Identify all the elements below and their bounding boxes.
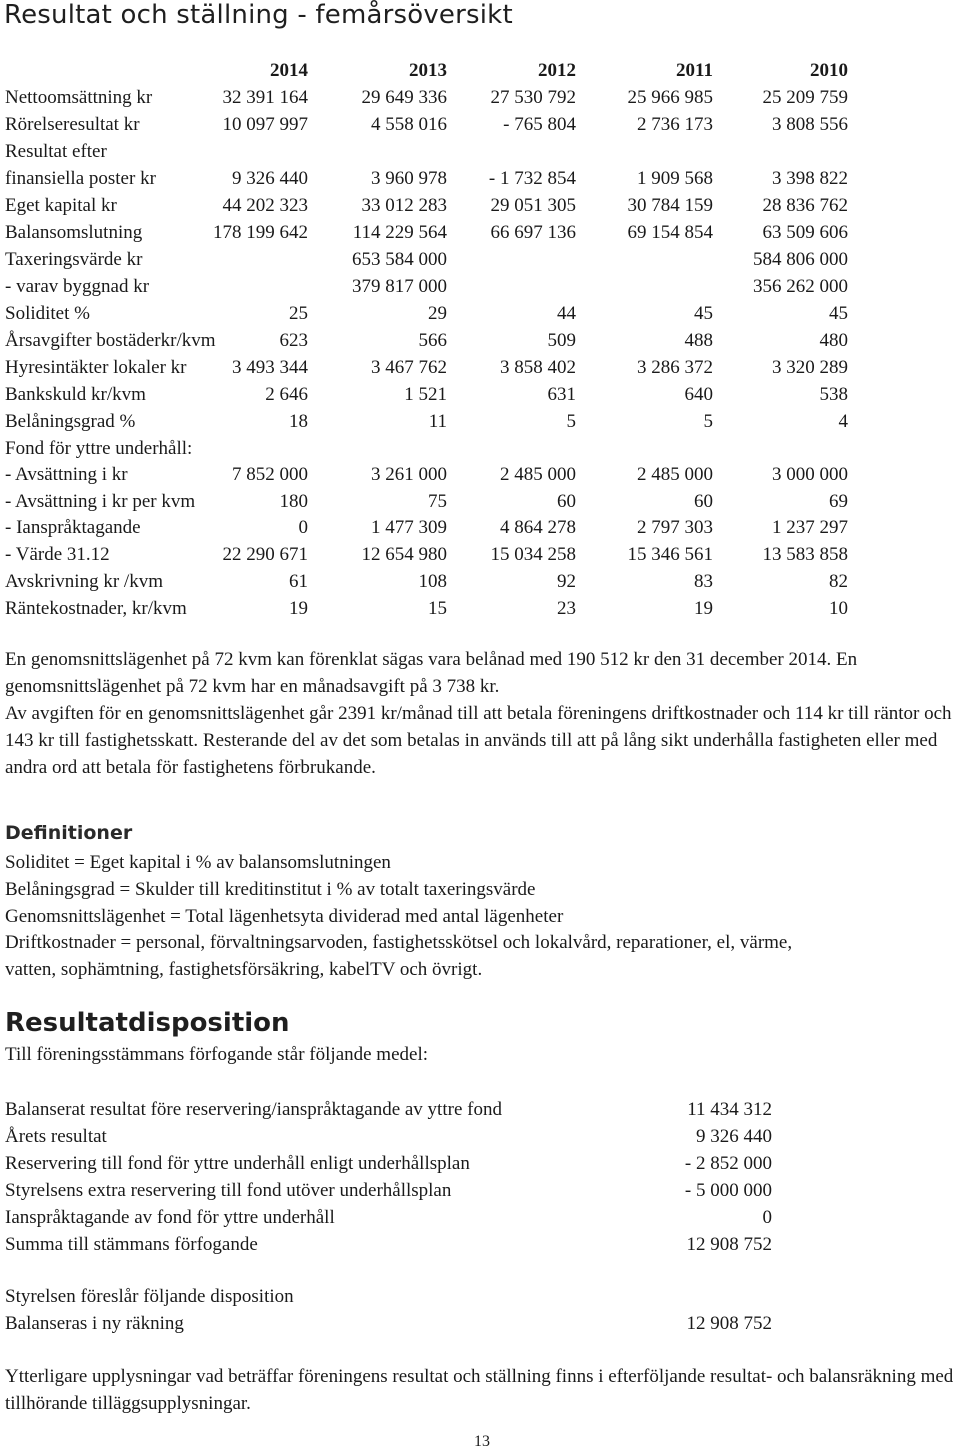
table-cell: 33 012 283 xyxy=(361,195,447,216)
row-label: Balansomslutning xyxy=(5,222,143,243)
table-cell: 63 509 606 xyxy=(762,222,848,243)
footer-paragraph: Ytterligare upplysningar vad beträffar föreningens resultat och ställning finns i efterföljande resultat- och balansräkning med tillhörande tilläggsupplysningar. xyxy=(5,1366,954,1414)
table-cell: 0 xyxy=(298,517,308,538)
table-cell: 12 654 980 xyxy=(361,544,447,565)
table-row xyxy=(0,569,960,595)
definition-line: Belåningsgrad = Skulder till kreditinstitut i % av totalt taxeringsvärde xyxy=(5,879,536,900)
table-cell: 60 xyxy=(557,491,576,512)
table-cell: 2 485 000 xyxy=(637,464,713,485)
table-cell: 3 261 000 xyxy=(371,464,447,485)
disposition-item-value: 11 434 312 xyxy=(687,1099,772,1120)
table-cell: 2 485 000 xyxy=(500,464,576,485)
row-label: Årsavgifter bostäderkr/kvm xyxy=(5,330,216,351)
table-cell: 4 xyxy=(838,411,848,432)
definition-line: vatten, sophämtning, fastighetsförsäkring, kabelTV och övrigt. xyxy=(5,959,483,980)
disposition-item xyxy=(0,1150,960,1177)
disposition-item-label: Styrelsens extra reservering till fond utöver underhållsplan xyxy=(5,1180,452,1201)
table-cell: 28 836 762 xyxy=(762,195,848,216)
table-row xyxy=(0,596,960,622)
proposal-label: Balanseras i ny räkning xyxy=(5,1313,184,1334)
disposition-heading: Resultatdisposition xyxy=(5,1008,290,1038)
table-cell: 44 xyxy=(557,303,576,324)
table-cell: 108 xyxy=(418,571,447,592)
proposal-row xyxy=(0,1310,960,1337)
disposition-item xyxy=(0,1204,960,1231)
disposition-item-value: 0 xyxy=(762,1207,772,1228)
table-row xyxy=(0,193,960,219)
table-cell: 19 xyxy=(289,598,308,619)
table-row xyxy=(0,409,960,435)
table-row xyxy=(0,85,960,111)
fee-allocation-paragraph: Av avgiften för en genomsnittslägenhet går 2391 kr/månad till att betala föreningens driftkostnader och 114 kr till räntor och 143 kr till fastighetsskatt. Resterande del av det som betalas in används till att på lång sikt underhålla fastigheten eller med andra ord att betala för fastighetens förbrukande. xyxy=(5,703,952,778)
table-cell: - 1 732 854 xyxy=(488,168,576,189)
table-cell: 566 xyxy=(418,330,447,351)
table-cell: 114 229 564 xyxy=(352,222,447,243)
table-cell: 19 xyxy=(694,598,713,619)
table-cell: 1 237 297 xyxy=(772,517,848,538)
row-label: Belåningsgrad % xyxy=(5,411,136,432)
row-label: - Värde 31.12 xyxy=(5,544,110,565)
disposition-item-value: - 5 000 000 xyxy=(684,1180,772,1201)
table-cell: 3 493 344 xyxy=(232,357,308,378)
table-cell: 25 966 985 xyxy=(627,87,713,108)
year-header: 2010 xyxy=(810,60,848,81)
table-cell: 75 xyxy=(428,491,447,512)
table-row xyxy=(0,462,960,488)
table-cell: 13 583 858 xyxy=(762,544,848,565)
disposition-item-label: Balanserat resultat före reservering/ianspråktagande av yttre fond xyxy=(5,1099,502,1120)
row-label: finansiella poster kr xyxy=(5,168,156,189)
table-cell: 4 864 278 xyxy=(500,517,576,538)
table-cell: 18 xyxy=(289,411,308,432)
table-cell: 180 xyxy=(279,491,308,512)
table-cell: 623 xyxy=(279,330,308,351)
row-label: - varav byggnad kr xyxy=(5,276,150,297)
row-label: Soliditet % xyxy=(5,303,90,324)
table-cell: 27 530 792 xyxy=(490,87,576,108)
table-row xyxy=(0,382,960,408)
definition-line: Genomsnittslägenhet = Total lägenhetsyta dividerad med antal lägenheter xyxy=(5,906,564,927)
disposition-item xyxy=(0,1177,960,1204)
table-cell: 5 xyxy=(566,411,576,432)
disposition-item-value: - 2 852 000 xyxy=(684,1153,772,1174)
table-row xyxy=(0,489,960,515)
row-label: - Ianspråktagande xyxy=(5,517,141,538)
table-cell: 480 xyxy=(819,330,848,351)
row-label: Taxeringsvärde kr xyxy=(5,249,143,270)
disposition-item-label: Reservering till fond för yttre underhåll enligt underhållsplan xyxy=(5,1153,470,1174)
table-cell: 5 xyxy=(703,411,713,432)
disposition-item xyxy=(0,1231,960,1258)
table-cell: 488 xyxy=(684,330,713,351)
proposal-value: 12 908 752 xyxy=(686,1313,772,1334)
table-cell: 2 646 xyxy=(265,384,308,405)
row-label: Bankskuld kr/kvm xyxy=(5,384,146,405)
table-cell: 356 262 000 xyxy=(753,276,848,297)
table-cell: 3 467 762 xyxy=(371,357,447,378)
table-cell: 3 960 978 xyxy=(371,168,447,189)
table-row xyxy=(0,220,960,246)
table-row xyxy=(0,166,960,192)
row-label: Nettoomsättning kr xyxy=(5,87,153,108)
table-cell: 29 649 336 xyxy=(361,87,447,108)
disposition-item-value: 12 908 752 xyxy=(686,1234,772,1255)
table-cell: 2 736 173 xyxy=(637,114,713,135)
page-number: 13 xyxy=(474,1433,490,1450)
table-cell: 653 584 000 xyxy=(352,249,447,270)
row-label: Hyresintäkter lokaler kr xyxy=(5,357,187,378)
disposition-intro: Till föreningsstämmans förfogande står följande medel: xyxy=(5,1044,429,1065)
table-cell: 15 034 258 xyxy=(490,544,576,565)
disposition-item xyxy=(0,1123,960,1150)
table-cell: 10 097 997 xyxy=(222,114,308,135)
table-cell: 509 xyxy=(547,330,576,351)
table-cell: 61 xyxy=(289,571,308,592)
disposition-item-label: Summa till stämmans förfogande xyxy=(5,1234,258,1255)
table-cell: 45 xyxy=(694,303,713,324)
table-cell: 25 209 759 xyxy=(762,87,848,108)
table-row xyxy=(0,247,960,273)
row-label: Resultat efter xyxy=(5,141,107,162)
table-cell: 3 320 289 xyxy=(772,357,848,378)
proposal-heading: Styrelsen föreslår följande disposition xyxy=(5,1286,294,1307)
table-cell: 1 521 xyxy=(404,384,447,405)
row-label: - Avsättning i kr per kvm xyxy=(5,491,196,512)
table-cell: 4 558 016 xyxy=(371,114,447,135)
table-row xyxy=(0,139,960,165)
table-cell: 7 852 000 xyxy=(232,464,308,485)
table-cell: 45 xyxy=(829,303,848,324)
row-label: Avskrivning kr /kvm xyxy=(5,571,163,592)
table-cell: 29 xyxy=(428,303,447,324)
table-cell: 538 xyxy=(819,384,848,405)
average-apartment-paragraph: En genomsnittslägenhet på 72 kvm kan förenklat sägas vara belånad med 190 512 kr den 31 december 2014. En genomsnittslägenhet på 72 kvm har en månadsavgift på 3 738 kr. xyxy=(5,649,858,697)
row-label: Eget kapital kr xyxy=(5,195,117,216)
table-cell: 584 806 000 xyxy=(753,249,848,270)
table-cell: 3 398 822 xyxy=(772,168,848,189)
table-cell: 29 051 305 xyxy=(490,195,576,216)
table-cell: 44 202 323 xyxy=(222,195,308,216)
table-cell: 3 000 000 xyxy=(772,464,848,485)
table-row xyxy=(0,515,960,541)
table-cell: 1 477 309 xyxy=(371,517,447,538)
table-cell: - 765 804 xyxy=(503,114,576,135)
year-header-row xyxy=(0,58,960,84)
table-cell: 3 808 556 xyxy=(772,114,848,135)
definition-line: Driftkostnader = personal, förvaltningsarvoden, fastighetsskötsel och lokalvård, reparationer, el, värme, xyxy=(5,932,793,953)
table-cell: 10 xyxy=(829,598,848,619)
disposition-item-value: 9 326 440 xyxy=(696,1126,772,1147)
table-cell: 11 xyxy=(428,411,447,432)
table-row xyxy=(0,112,960,138)
disposition-item xyxy=(0,1096,960,1123)
table-row xyxy=(0,355,960,381)
table-cell: 92 xyxy=(557,571,576,592)
table-cell: 379 817 000 xyxy=(352,276,447,297)
table-cell: 23 xyxy=(557,598,576,619)
page-title: Resultat och ställning - femårsöversikt xyxy=(4,0,513,30)
table-cell: 69 xyxy=(829,491,848,512)
row-label: Fond för yttre underhåll: xyxy=(5,438,193,459)
year-header: 2011 xyxy=(676,60,713,81)
table-cell: 640 xyxy=(684,384,713,405)
table-cell: 631 xyxy=(547,384,576,405)
table-row xyxy=(0,436,960,462)
year-header: 2012 xyxy=(538,60,576,81)
table-cell: 178 199 642 xyxy=(213,222,308,243)
table-cell: 66 697 136 xyxy=(490,222,576,243)
definition-line: Soliditet = Eget kapital i % av balansomslutningen xyxy=(5,852,391,873)
table-cell: 22 290 671 xyxy=(222,544,308,565)
table-cell: 32 391 164 xyxy=(222,87,308,108)
table-row xyxy=(0,301,960,327)
table-cell: 3 858 402 xyxy=(500,357,576,378)
row-label: - Avsättning i kr xyxy=(5,464,128,485)
disposition-item-label: Ianspråktagande av fond för yttre underhåll xyxy=(5,1207,335,1228)
year-header: 2013 xyxy=(409,60,447,81)
table-row xyxy=(0,328,960,354)
row-label: Rörelseresultat kr xyxy=(5,114,140,135)
definitions-heading: Definitioner xyxy=(5,822,133,844)
table-cell: 15 xyxy=(428,598,447,619)
table-cell: 83 xyxy=(694,571,713,592)
table-cell: 9 326 440 xyxy=(232,168,308,189)
table-cell: 1 909 568 xyxy=(637,168,713,189)
table-cell: 30 784 159 xyxy=(627,195,713,216)
table-cell: 3 286 372 xyxy=(637,357,713,378)
year-header: 2014 xyxy=(270,60,308,81)
disposition-item-label: Årets resultat xyxy=(5,1126,107,1147)
table-row xyxy=(0,274,960,300)
table-cell: 2 797 303 xyxy=(637,517,713,538)
table-cell: 82 xyxy=(829,571,848,592)
row-label: Räntekostnader, kr/kvm xyxy=(5,598,187,619)
table-cell: 69 154 854 xyxy=(627,222,713,243)
table-cell: 25 xyxy=(289,303,308,324)
table-row xyxy=(0,542,960,568)
table-cell: 60 xyxy=(694,491,713,512)
table-cell: 15 346 561 xyxy=(627,544,713,565)
